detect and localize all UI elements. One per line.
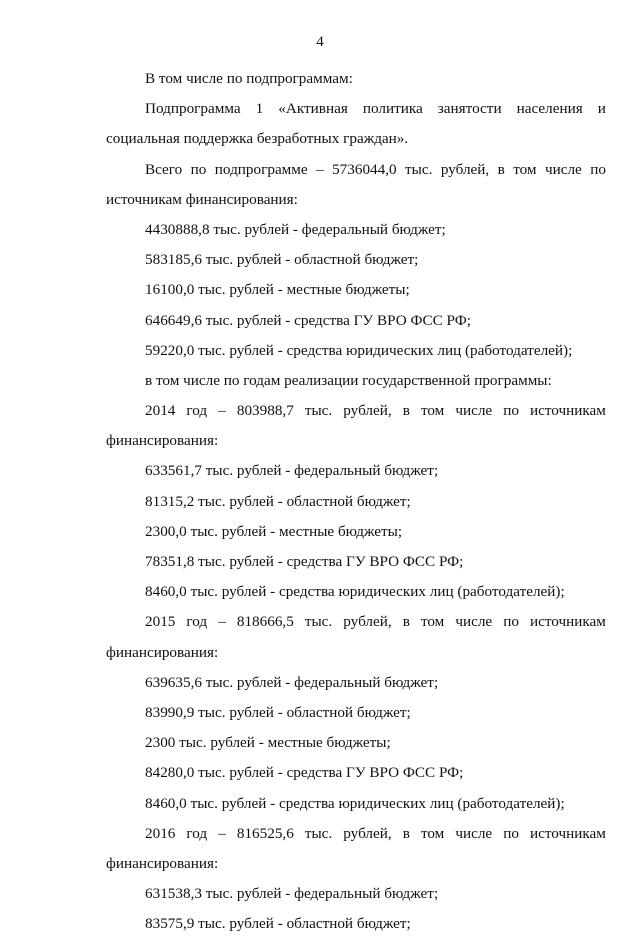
word: в (402, 613, 410, 631)
paragraph-line: 4430888,8 тыс. рублей - федеральный бюджет; (145, 220, 446, 238)
paragraph-line-justified (106, 819, 606, 849)
paragraph-line: 633561,7 тыс. рублей - федеральный бюджет; (145, 462, 439, 480)
word: том (420, 824, 445, 842)
word: по (590, 160, 606, 178)
paragraph-line: источникам финансирования: (106, 190, 298, 208)
word: том (420, 613, 445, 631)
word: рублей, (343, 824, 392, 842)
paragraph-line-justified (106, 607, 606, 637)
paragraph-line: финансирования: (106, 854, 219, 872)
paragraph-line: 8460,0 тыс. рублей - средства юридических лиц (работодателей); (145, 583, 565, 601)
paragraph-line: В том числе по подпрограммам: (145, 70, 353, 87)
word: по (190, 160, 207, 178)
word: тыс. (304, 824, 333, 842)
paragraph-line-justified (106, 396, 606, 426)
word: 2014 (145, 402, 176, 420)
word: в (497, 160, 505, 178)
paragraph-line: 83575,9 тыс. рублей - областной бюджет; (145, 915, 411, 933)
word: «Активная (278, 100, 348, 118)
word: в (402, 824, 410, 842)
paragraph-line: финансирования: (106, 432, 219, 450)
paragraph-line: 646649,6 тыс. рублей - средства ГУ ВРО ФСС РФ; (145, 311, 471, 329)
paragraph-line: 81315,2 тыс. рублей - областной бюджет; (145, 492, 411, 510)
paragraph-line: 583185,6 тыс. рублей - областной бюджет; (145, 251, 419, 269)
paragraph-line: 2300 тыс. рублей - местные бюджеты; (145, 734, 391, 752)
word: рублей, (440, 160, 490, 178)
paragraph-line: 59220,0 тыс. рублей - средства юридических лиц (работодателей); (145, 341, 573, 359)
word: числе (455, 402, 493, 420)
word: – (316, 160, 324, 178)
paragraph-line: 83990,9 тыс. рублей - областной бюджет; (145, 703, 411, 721)
paragraph-line: социальная поддержка безработных граждан». (106, 130, 409, 148)
word: рублей, (343, 402, 392, 420)
word: 816525,6 (236, 824, 294, 842)
word: 1 (255, 100, 264, 118)
word: год (186, 613, 208, 631)
word: источникам (530, 402, 606, 420)
word: Всего (145, 160, 183, 178)
word: источникам (530, 613, 606, 631)
word: том (513, 160, 537, 178)
paragraph-line-justified (106, 155, 606, 185)
word: по (503, 402, 519, 420)
word: – (218, 824, 226, 842)
page-number: 4 (316, 34, 324, 50)
paragraph-line: 631538,3 тыс. рублей - федеральный бюджет; (145, 885, 439, 903)
paragraph-line: 16100,0 тыс. рублей - местные бюджеты; (145, 281, 410, 299)
paragraph-line: 84280,0 тыс. рублей - средства ГУ ВРО ФСС РФ; (145, 764, 464, 782)
word: 2016 (145, 824, 176, 842)
word: тыс. (304, 402, 333, 420)
word: 818666,5 (236, 613, 294, 631)
word: и (597, 100, 606, 118)
paragraph-line-justified (106, 94, 606, 124)
word: числе (455, 824, 493, 842)
word: год (186, 402, 208, 420)
word: тыс. (405, 160, 433, 178)
word: рублей, (343, 613, 392, 631)
word: – (218, 402, 226, 420)
word: год (186, 824, 208, 842)
word: 803988,7 (236, 402, 294, 420)
paragraph-line: финансирования: (106, 643, 219, 661)
word: населения (516, 100, 583, 118)
paragraph-line: 2300,0 тыс. рублей - местные бюджеты; (145, 522, 403, 540)
word: числе (544, 160, 582, 178)
paragraph-line: в том числе по годам реализации государственной программы: (145, 371, 552, 389)
word: Подпрограмма (145, 100, 241, 118)
word: 5736044,0 (332, 160, 397, 178)
word: – (218, 613, 226, 631)
word: числе (455, 613, 493, 631)
word: по (503, 613, 519, 631)
word: источникам (530, 824, 606, 842)
word: том (420, 402, 445, 420)
paragraph-line: 78351,8 тыс. рублей - средства ГУ ВРО ФСС РФ; (145, 553, 464, 570)
word: политика (362, 100, 423, 118)
paragraph-line: 8460,0 тыс. рублей - средства юридических лиц (работодателей); (145, 794, 565, 812)
paragraph-line: 639635,6 тыс. рублей - федеральный бюджет; (145, 673, 439, 691)
document-body (106, 64, 606, 939)
word: занятости (437, 100, 502, 118)
word: подпрограмме (214, 160, 308, 178)
word: в (402, 402, 410, 420)
word: по (503, 824, 519, 842)
word: тыс. (304, 613, 333, 631)
word: 2015 (145, 613, 176, 631)
